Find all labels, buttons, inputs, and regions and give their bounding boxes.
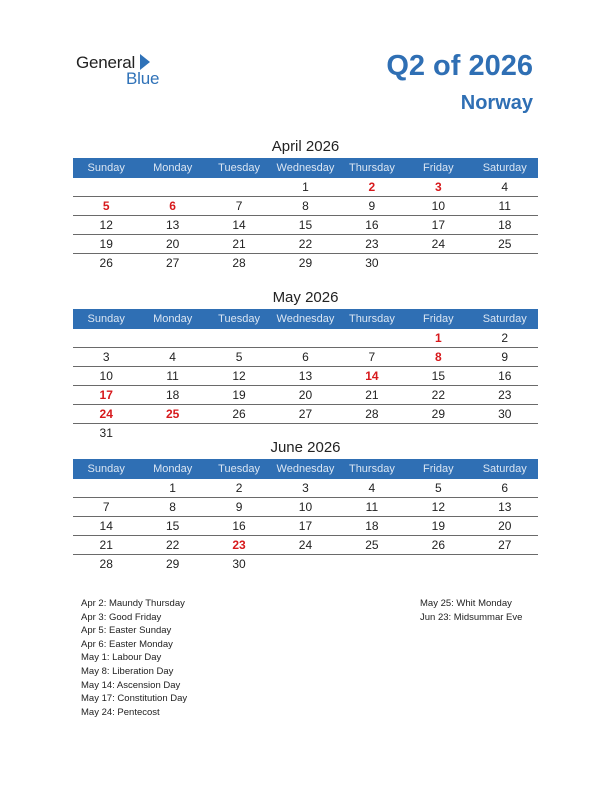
week-row xyxy=(73,405,538,424)
weekday-label: Thursday xyxy=(348,463,395,475)
month-may xyxy=(73,287,538,442)
day-cell: 3 xyxy=(102,350,110,364)
month-title: June 2026 xyxy=(270,439,341,456)
day-cell: 6 xyxy=(302,350,309,364)
holiday-day-cell: 6 xyxy=(169,199,176,213)
holiday-list-item: May 17: Constitution Day xyxy=(81,693,188,705)
holiday-day-cell: 25 xyxy=(165,407,180,421)
week-row xyxy=(73,386,538,405)
day-cell: 19 xyxy=(99,237,113,251)
day-cell xyxy=(73,479,139,497)
week-row xyxy=(73,498,538,517)
day-cell: 29 xyxy=(431,407,445,421)
day-cell xyxy=(339,555,405,573)
weekday-label: Tuesday xyxy=(218,162,260,174)
day-cell: 22 xyxy=(298,237,313,251)
weekday-label: Wednesday xyxy=(276,313,335,325)
day-cell: 15 xyxy=(298,218,313,232)
day-cell: 1 xyxy=(302,180,309,194)
week-row xyxy=(73,216,538,235)
day-cell: 9 xyxy=(235,500,243,514)
day-cell xyxy=(73,178,139,196)
holiday-day-cell: 3 xyxy=(434,180,442,194)
holiday-list-item: May 8: Liberation Day xyxy=(81,665,174,677)
month-title: April 2026 xyxy=(271,138,340,155)
day-cell: 21 xyxy=(99,538,113,552)
weekday-label: Wednesday xyxy=(276,162,335,174)
weekday-label: Friday xyxy=(423,313,454,325)
day-cell: 12 xyxy=(232,369,246,383)
day-cell: 8 xyxy=(169,500,176,514)
day-cell: 19 xyxy=(232,388,246,402)
day-cell: 17 xyxy=(298,519,313,533)
day-cell xyxy=(139,178,205,196)
day-cell: 26 xyxy=(99,256,113,270)
holiday-list-item: Apr 3: Good Friday xyxy=(81,611,162,623)
day-cell: 29 xyxy=(298,256,313,270)
week-row xyxy=(73,197,538,216)
holiday-list-right xyxy=(420,597,522,624)
day-cell: 3 xyxy=(302,481,309,495)
weekday-label: Thursday xyxy=(348,162,395,174)
day-cell: 10 xyxy=(298,500,313,514)
holiday-list-item: Apr 6: Easter Monday xyxy=(81,638,173,650)
week-row xyxy=(73,479,538,498)
day-cell: 2 xyxy=(501,331,509,345)
weekday-label: Monday xyxy=(153,463,193,475)
day-cell: 14 xyxy=(99,519,113,533)
week-row xyxy=(73,254,538,272)
day-cell xyxy=(339,329,405,347)
weekday-label: Wednesday xyxy=(276,463,335,475)
day-cell: 15 xyxy=(165,519,180,533)
holiday-list-item: May 14: Ascension Day xyxy=(81,679,181,691)
day-cell: 2 xyxy=(235,481,243,495)
holiday-day-cell: 24 xyxy=(99,407,113,421)
day-cell: 11 xyxy=(365,500,379,514)
day-cell: 5 xyxy=(235,350,243,364)
day-cell: 13 xyxy=(165,218,180,232)
day-cell xyxy=(139,329,205,347)
holiday-day-cell: 23 xyxy=(232,538,246,552)
day-cell: 27 xyxy=(498,538,512,552)
day-cell: 25 xyxy=(498,237,512,251)
day-cell: 28 xyxy=(99,557,113,571)
weekday-label: Saturday xyxy=(482,162,527,174)
day-cell: 30 xyxy=(365,256,379,270)
holiday-list-left xyxy=(81,597,187,719)
week-row xyxy=(73,555,538,573)
week-row xyxy=(73,348,538,367)
day-cell: 24 xyxy=(431,237,445,251)
holiday-day-cell: 2 xyxy=(368,180,376,194)
day-cell xyxy=(206,178,272,196)
weekday-header-row xyxy=(73,309,538,329)
day-cell: 17 xyxy=(431,218,445,232)
weekday-label: Tuesday xyxy=(218,313,260,325)
weekday-label: Monday xyxy=(153,313,193,325)
day-cell: 23 xyxy=(365,237,379,251)
day-cell: 26 xyxy=(431,538,445,552)
holiday-list-item: May 1: Labour Day xyxy=(81,652,162,664)
holiday-day-cell: 1 xyxy=(434,331,442,345)
day-cell: 18 xyxy=(165,388,180,402)
day-cell: 20 xyxy=(298,388,313,402)
page-title: Q2 of 2026 xyxy=(386,50,533,82)
day-cell: 4 xyxy=(501,180,509,194)
day-cell: 26 xyxy=(232,407,246,421)
weekday-label: Thursday xyxy=(348,313,395,325)
weekday-label: Friday xyxy=(423,162,454,174)
holiday-day-cell: 8 xyxy=(434,350,442,364)
day-cell: 22 xyxy=(431,388,445,402)
day-cell: 30 xyxy=(232,557,246,571)
country-name: Norway xyxy=(460,92,533,114)
day-cell: 18 xyxy=(365,519,379,533)
month-june xyxy=(73,437,538,573)
week-row xyxy=(73,235,538,254)
day-cell: 15 xyxy=(431,369,445,383)
day-cell: 24 xyxy=(298,538,313,552)
weekday-header-row xyxy=(73,158,538,178)
day-cell: 31 xyxy=(99,426,113,440)
holiday-list-item: May 25: Whit Monday xyxy=(420,598,512,609)
day-cell: 10 xyxy=(99,369,113,383)
weekday-label: Monday xyxy=(153,162,193,174)
day-cell: 7 xyxy=(235,199,243,213)
holiday-day-cell: 14 xyxy=(365,369,379,383)
day-cell: 7 xyxy=(102,500,110,514)
holiday-day-cell: 17 xyxy=(99,388,113,402)
day-cell: 8 xyxy=(302,199,309,213)
logo-text-blue: Blue xyxy=(126,69,160,88)
day-cell xyxy=(272,329,338,347)
day-cell: 20 xyxy=(498,519,512,533)
weekday-label: Saturday xyxy=(482,313,527,325)
day-cell: 5 xyxy=(434,481,442,495)
day-cell: 27 xyxy=(298,407,313,421)
day-cell: 12 xyxy=(431,500,445,514)
day-cell: 11 xyxy=(498,199,511,213)
month-april xyxy=(73,136,538,272)
day-cell: 22 xyxy=(165,538,180,552)
day-cell xyxy=(472,254,538,272)
day-cell: 7 xyxy=(368,350,376,364)
day-cell: 16 xyxy=(365,218,379,232)
day-cell: 16 xyxy=(232,519,246,533)
holiday-list-item: Apr 5: Easter Sunday xyxy=(81,625,172,637)
weekday-label: Friday xyxy=(423,463,454,475)
month-title: May 2026 xyxy=(272,289,339,306)
day-cell: 29 xyxy=(165,557,180,571)
day-cell: 19 xyxy=(431,519,445,533)
day-cell: 12 xyxy=(99,218,113,232)
weekday-label: Sunday xyxy=(87,162,125,174)
day-cell: 4 xyxy=(169,350,176,364)
logo-text-general: General xyxy=(76,53,136,72)
day-cell: 27 xyxy=(165,256,180,270)
day-cell: 11 xyxy=(166,369,179,383)
day-cell: 4 xyxy=(368,481,376,495)
logo-triangle-icon xyxy=(140,54,150,70)
day-cell: 9 xyxy=(368,199,376,213)
day-cell: 28 xyxy=(232,256,246,270)
weekday-header-row xyxy=(73,459,538,479)
day-cell xyxy=(272,555,338,573)
day-cell xyxy=(73,329,139,347)
day-cell: 25 xyxy=(365,538,379,552)
week-row xyxy=(73,178,538,197)
day-cell: 1 xyxy=(169,481,176,495)
day-cell: 13 xyxy=(298,369,313,383)
holiday-list-item: Jun 23: Midsummar Eve xyxy=(420,611,523,623)
weekday-label: Tuesday xyxy=(218,463,260,475)
day-cell: 20 xyxy=(165,237,180,251)
day-cell: 9 xyxy=(501,350,509,364)
holiday-day-cell: 5 xyxy=(102,199,110,213)
holiday-list-item: Apr 2: Maundy Thursday xyxy=(81,598,185,609)
day-cell: 10 xyxy=(431,199,445,213)
day-cell xyxy=(206,329,272,347)
day-cell: 28 xyxy=(365,407,379,421)
weekday-label: Saturday xyxy=(482,463,527,475)
day-cell: 21 xyxy=(232,237,246,251)
holiday-list-item: May 24: Pentecost xyxy=(81,706,160,718)
day-cell: 30 xyxy=(498,407,512,421)
day-cell: 6 xyxy=(501,481,509,495)
day-cell xyxy=(405,555,471,573)
day-cell: 13 xyxy=(498,500,512,514)
week-row xyxy=(73,329,538,348)
day-cell: 18 xyxy=(498,218,512,232)
week-row xyxy=(73,517,538,536)
week-row xyxy=(73,536,538,555)
brand-logo xyxy=(76,52,186,92)
day-cell xyxy=(472,555,538,573)
day-cell: 16 xyxy=(498,369,512,383)
week-row xyxy=(73,367,538,386)
day-cell: 23 xyxy=(498,388,512,402)
weekday-label: Sunday xyxy=(87,313,125,325)
day-cell xyxy=(405,254,471,272)
weekday-label: Sunday xyxy=(87,463,125,475)
day-cell: 14 xyxy=(232,218,246,232)
day-cell: 21 xyxy=(365,388,379,402)
